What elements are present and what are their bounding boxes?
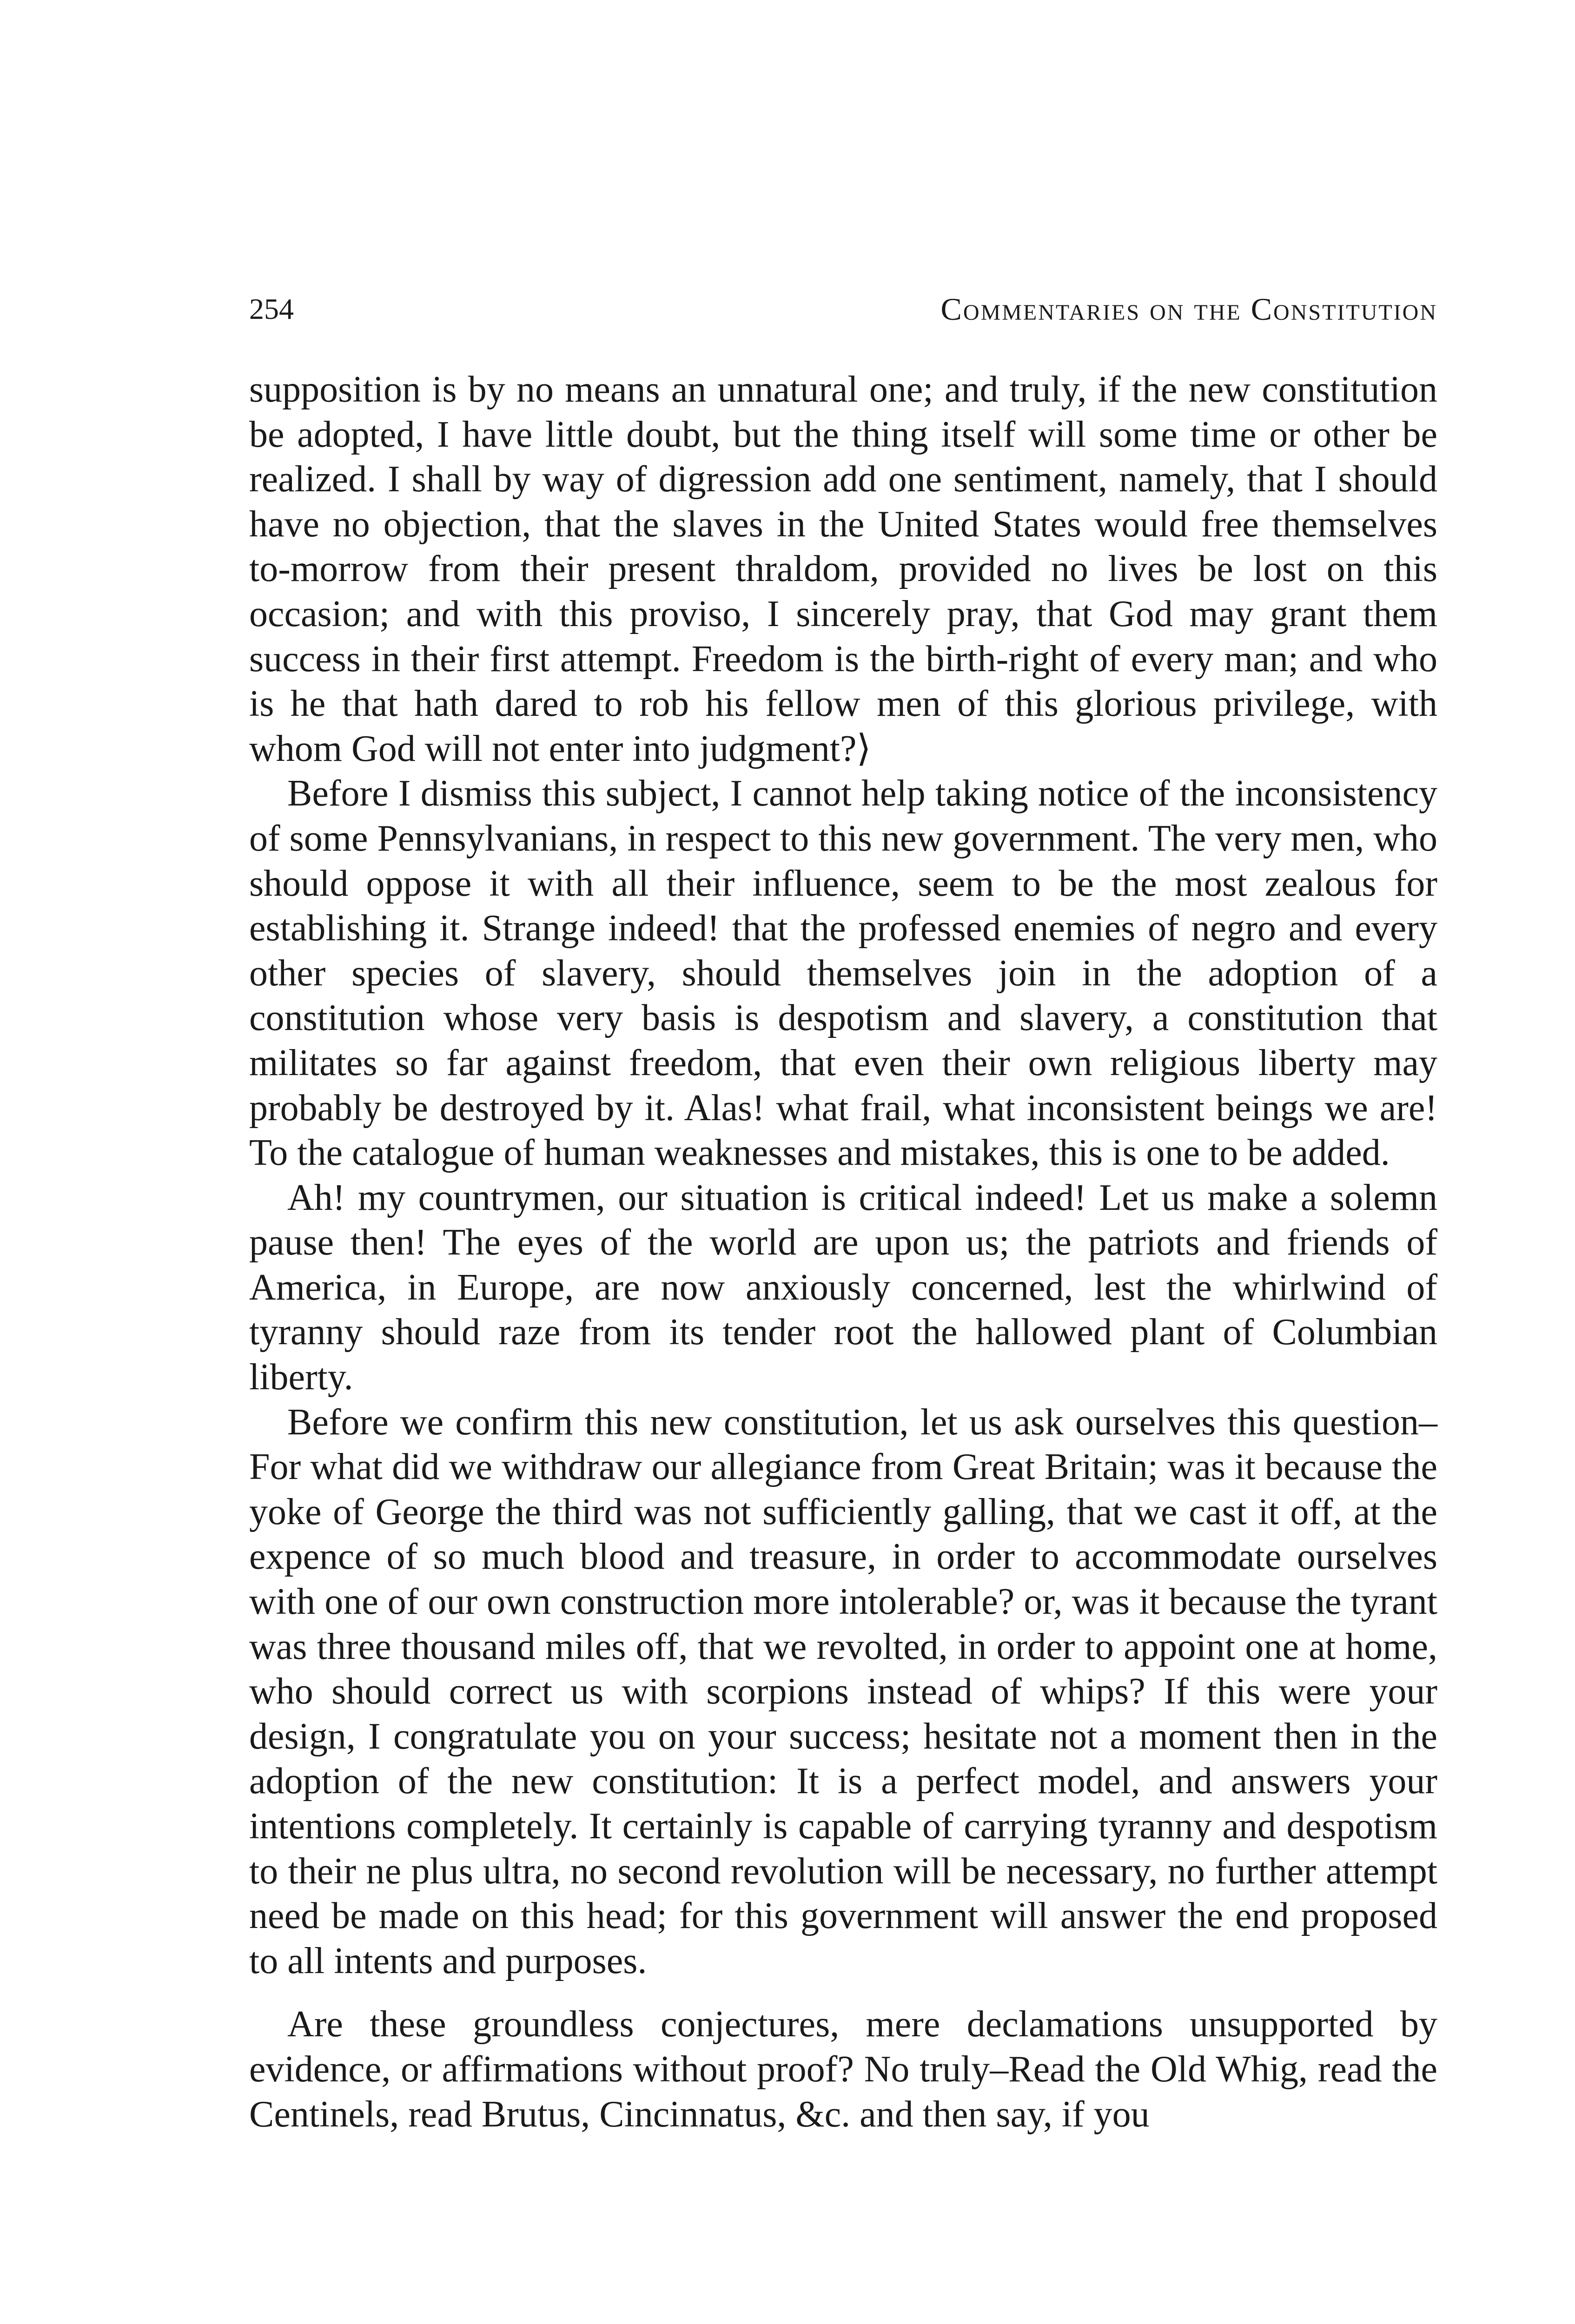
page-number: 254 — [249, 292, 294, 325]
paragraph-3: Ah! my countrymen, our situation is critical indeed! Let us make a solemn pause then! The eyes of the world are upon us; the patriots and friends of America, in Europe, are now anxiously concerned, lest the whirlwind of tyranny should raze from its tender root the hallowed plant of Columbian liberty. — [249, 1177, 1437, 1398]
body-text — [249, 367, 1437, 2137]
running-title: Commentaries on the Constitution — [940, 291, 1437, 327]
paragraph-5: Are these groundless conjectures, mere declamations unsupported by evidence, or affirmations without proof? No truly–Read the Old Whig, read the Centinels, read Brutus, Cincinnatus, &c. and then say, if you — [249, 2004, 1437, 2135]
paragraph-2: Before I dismiss this subject, I cannot help taking notice of the inconsistency of some Pennsylvanians, in respect to this new government. The very men, who should oppose it with all their influence, seem to be the most zealous for establishing it. Strange indeed! that the professed enemies of negro and every other species of slavery, should themselves join in the adoption of a constitution whose very basis is despotism and slavery, a constitution that militates so far against freedom, that even their own religious liberty may probably be destroyed by it. Alas! what frail, what inconsistent beings we are! To the catalogue of human weaknesses and mistakes, this is one to be added. — [249, 773, 1437, 1174]
running-head — [249, 284, 1437, 335]
paragraph-4: Before we confirm this new constitution, let us ask ourselves this question–For what did we withdraw our allegiance from Great Britain; was it because the yoke of George the third was not sufficiently galling, that we cast it off, at the expence of so much blood and treasure, in order to accommodate ourselves with one of our own construction more intolerable? or, was it because the tyrant was three thousand miles off, that we revolted, in order to appoint one at home, who should correct us with scorpions instead of whips? If this were your design, I congratulate you on your success; hesitate not a moment then in the adoption of the new constitution: It is a perfect model, and answers your intentions completely. It certainly is capable of carrying tyranny and despotism to their ne plus ultra, no second revolution will be necessary, no further attempt need be made on this head; for this government will answer the end proposed to all intents and purposes. — [249, 1401, 1438, 1981]
paragraph-1: supposition is by no means an unnatural one; and truly, if the new constitution be adopted, I have little doubt, but the thing itself will some time or other be realized. I shall by way of digression add one sentiment, namely, that I should have no objection, that the slaves in the United States would free themselves to-morrow from their present thraldom, provided no lives be lost on this occasion; and with this proviso, I sincerely pray, that God may grant them success in their first attempt. Freedom is the birth-right of every man; and who is he that hath dared to rob his fellow men of this glorious privilege, with whom God will not enter into judgment?⟩ — [249, 369, 1437, 769]
